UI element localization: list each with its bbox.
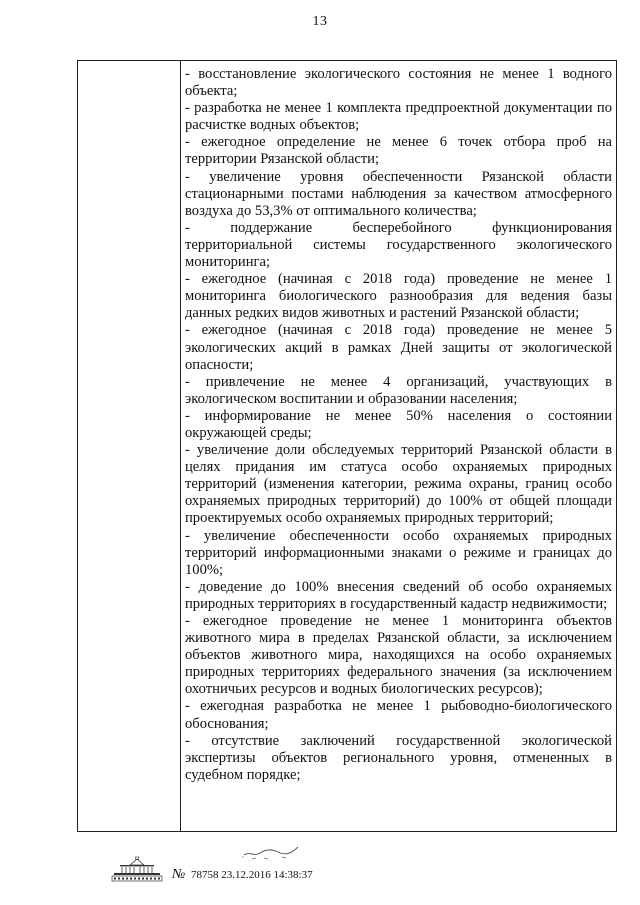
list-item: - ежегодное (начиная с 2018 года) проведение не менее 1 мониторинга биологического разнообразия для ведения базы данных редких видов животных и растений Рязанской области; — [185, 271, 612, 322]
document-registration-mark — [172, 867, 313, 883]
list-item: - ежегодное определение не менее 6 точек отбора проб на территории Рязанской области; — [185, 134, 612, 168]
list-item: - привлечение не менее 4 организаций, участвующих в экологическом воспитании и образовании населения; — [185, 373, 612, 407]
government-building-icon — [108, 856, 166, 882]
list-item: - ежегодное (начиная с 2018 года) проведение не менее 5 экологических акций в рамках Дней защиты от экологической опасности; — [185, 322, 612, 373]
list-item: - доведение до 100% внесения сведений об особо охраняемых природных территориях в государственный кадастр недвижимости; — [185, 578, 612, 612]
targets-list — [185, 66, 612, 784]
registration-info: 78758 23.12.2016 14:38:37 — [190, 869, 313, 881]
list-item: - увеличение обеспеченности особо охраняемых природных территорий информационными знаками о режиме и границах до 100%; — [185, 527, 612, 578]
list-item: - разработка не менее 1 комплекта предпроектной документации по расчистке водных объектов; — [185, 100, 612, 134]
page-number: 13 — [312, 14, 328, 29]
list-item: - отсутствие заключений государственной экологической экспертизы объектов регионального уровня, отмененных в судебном порядке; — [185, 732, 612, 783]
table-right-cell — [181, 61, 616, 831]
list-item: - поддержание бесперебойного функционирования территориальной системы государственного экологического мониторинга; — [185, 219, 612, 271]
list-item: - информирование не менее 50% населения о состоянии окружающей среды; — [185, 407, 612, 441]
list-item: - увеличение уровня обеспеченности Рязанской области стационарными постами наблюдения за качеством атмосферного воздуха до 53,3% от оптимального количества; — [185, 168, 612, 219]
list-item: - восстановление экологического состояния не менее 1 водного объекта; — [185, 66, 612, 100]
document-table — [77, 60, 617, 832]
list-item: - ежегодное проведение не менее 1 мониторинга объектов животного мира в пределах Рязанской области, за исключением объектов животного мира, находящихся на особо охраняемых природных территориях федерального значения (за исключением охотничьих ресурсов и водных биологических ресурсов); — [185, 613, 612, 698]
handwritten-signature — [242, 841, 302, 863]
list-item: - ежегодная разработка не менее 1 рыбоводно-биологического обоснования; — [185, 698, 612, 732]
stamp — [108, 856, 166, 882]
list-item: - увеличение доли обследуемых территорий Рязанской области в целях придания им статуса особо охраняемых природных территорий (изменения категории, режима охраны, границ особо охраняемых природных территорий) до 100% от общей площади проектируемых особо охраняемых природных территорий; — [185, 442, 612, 527]
number-sign: № — [172, 867, 186, 882]
table-left-cell — [78, 61, 181, 831]
footer — [108, 856, 528, 882]
